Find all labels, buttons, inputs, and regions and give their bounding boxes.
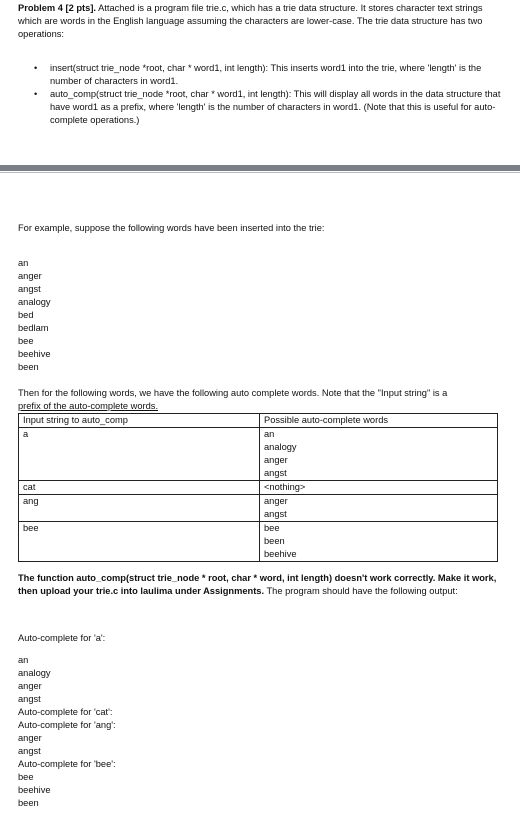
table-row xyxy=(19,428,498,481)
output-header: Auto-complete for 'a': xyxy=(18,633,106,643)
section-divider xyxy=(0,165,520,171)
list-item: bedlam xyxy=(18,323,49,333)
output-line: analogy xyxy=(18,668,51,678)
output-line: an xyxy=(18,655,29,665)
task-rest: The program should have the following output: xyxy=(264,586,458,596)
problem-heading: Problem 4 [2 pts]. xyxy=(18,3,97,13)
problem-statement xyxy=(18,2,500,41)
operation-insert: • insert(struct trie_node *root, char * word1, int length): This inserts word1 into the trie, where 'length' is the number of characters in word1. xyxy=(34,63,482,86)
bullet-icon: • xyxy=(34,63,38,73)
table-row xyxy=(19,495,498,522)
table-cell-words: bee been beehive xyxy=(260,522,498,562)
table-row xyxy=(19,522,498,562)
task-statement xyxy=(18,572,500,598)
table-row xyxy=(19,481,498,495)
output-line: Auto-complete for 'ang': xyxy=(18,720,116,730)
example-intro: For example, suppose the following words have been inserted into the trie: xyxy=(18,223,325,233)
operation-auto-comp: • auto_comp(struct trie_node *root, char * word1, int length): This will display all words in the data structure that have word1 as a prefix, where 'length' is the number of characters in word1. (Note that this is useful for auto-complete operations.) xyxy=(34,89,501,125)
table-cell-words: an analogy anger angst xyxy=(260,428,498,481)
table-cell-words: <nothing> xyxy=(260,481,498,495)
output-line: angst xyxy=(18,746,41,756)
autocomplete-table xyxy=(18,413,498,562)
problem-intro: Attached is a program file trie.c, which has a trie data structure. It stores character text strings which are words in the English language assuming the characters are lower-case. The trie data structure has two operations: xyxy=(18,3,483,39)
output-lines xyxy=(18,654,116,810)
column-header-input: Input string to auto_comp xyxy=(19,414,260,428)
task-bold: The function auto_comp(struct trie_node * root, char * word, int length) doesn't work correctly. Make it work, then upload your trie.c into laulima under Assignments. xyxy=(18,573,497,596)
table-cell-input: ang xyxy=(19,495,260,522)
table-cell-input: cat xyxy=(19,481,260,495)
list-item: anger xyxy=(18,271,42,281)
column-header-words: Possible auto-complete words xyxy=(260,414,498,428)
list-item: angst xyxy=(18,284,41,294)
section-divider-shadow xyxy=(0,172,520,173)
list-item: beehive xyxy=(18,349,51,359)
bullet-icon: • xyxy=(34,89,38,99)
output-line: anger xyxy=(18,681,42,691)
list-item: analogy xyxy=(18,297,51,307)
output-line: Auto-complete for 'cat': xyxy=(18,707,113,717)
table-intro: Then for the following words, we have the following auto complete words. Note that the "Input string" is a prefix of the auto-complete words. xyxy=(18,388,448,411)
list-item: an xyxy=(18,258,29,268)
inserted-words-list xyxy=(18,257,51,374)
list-item: bed xyxy=(18,310,34,320)
output-line: anger xyxy=(18,733,42,743)
list-item: been xyxy=(18,362,39,372)
table-header-row xyxy=(19,414,498,428)
table-cell-words: anger angst xyxy=(260,495,498,522)
output-line: angst xyxy=(18,694,41,704)
output-line: beehive xyxy=(18,785,51,795)
output-line: been xyxy=(18,798,39,808)
output-line: bee xyxy=(18,772,34,782)
table-cell-input: a xyxy=(19,428,260,481)
table-cell-input: bee xyxy=(19,522,260,562)
output-line: Auto-complete for 'bee': xyxy=(18,759,116,769)
operations-list xyxy=(32,62,502,127)
list-item: bee xyxy=(18,336,34,346)
